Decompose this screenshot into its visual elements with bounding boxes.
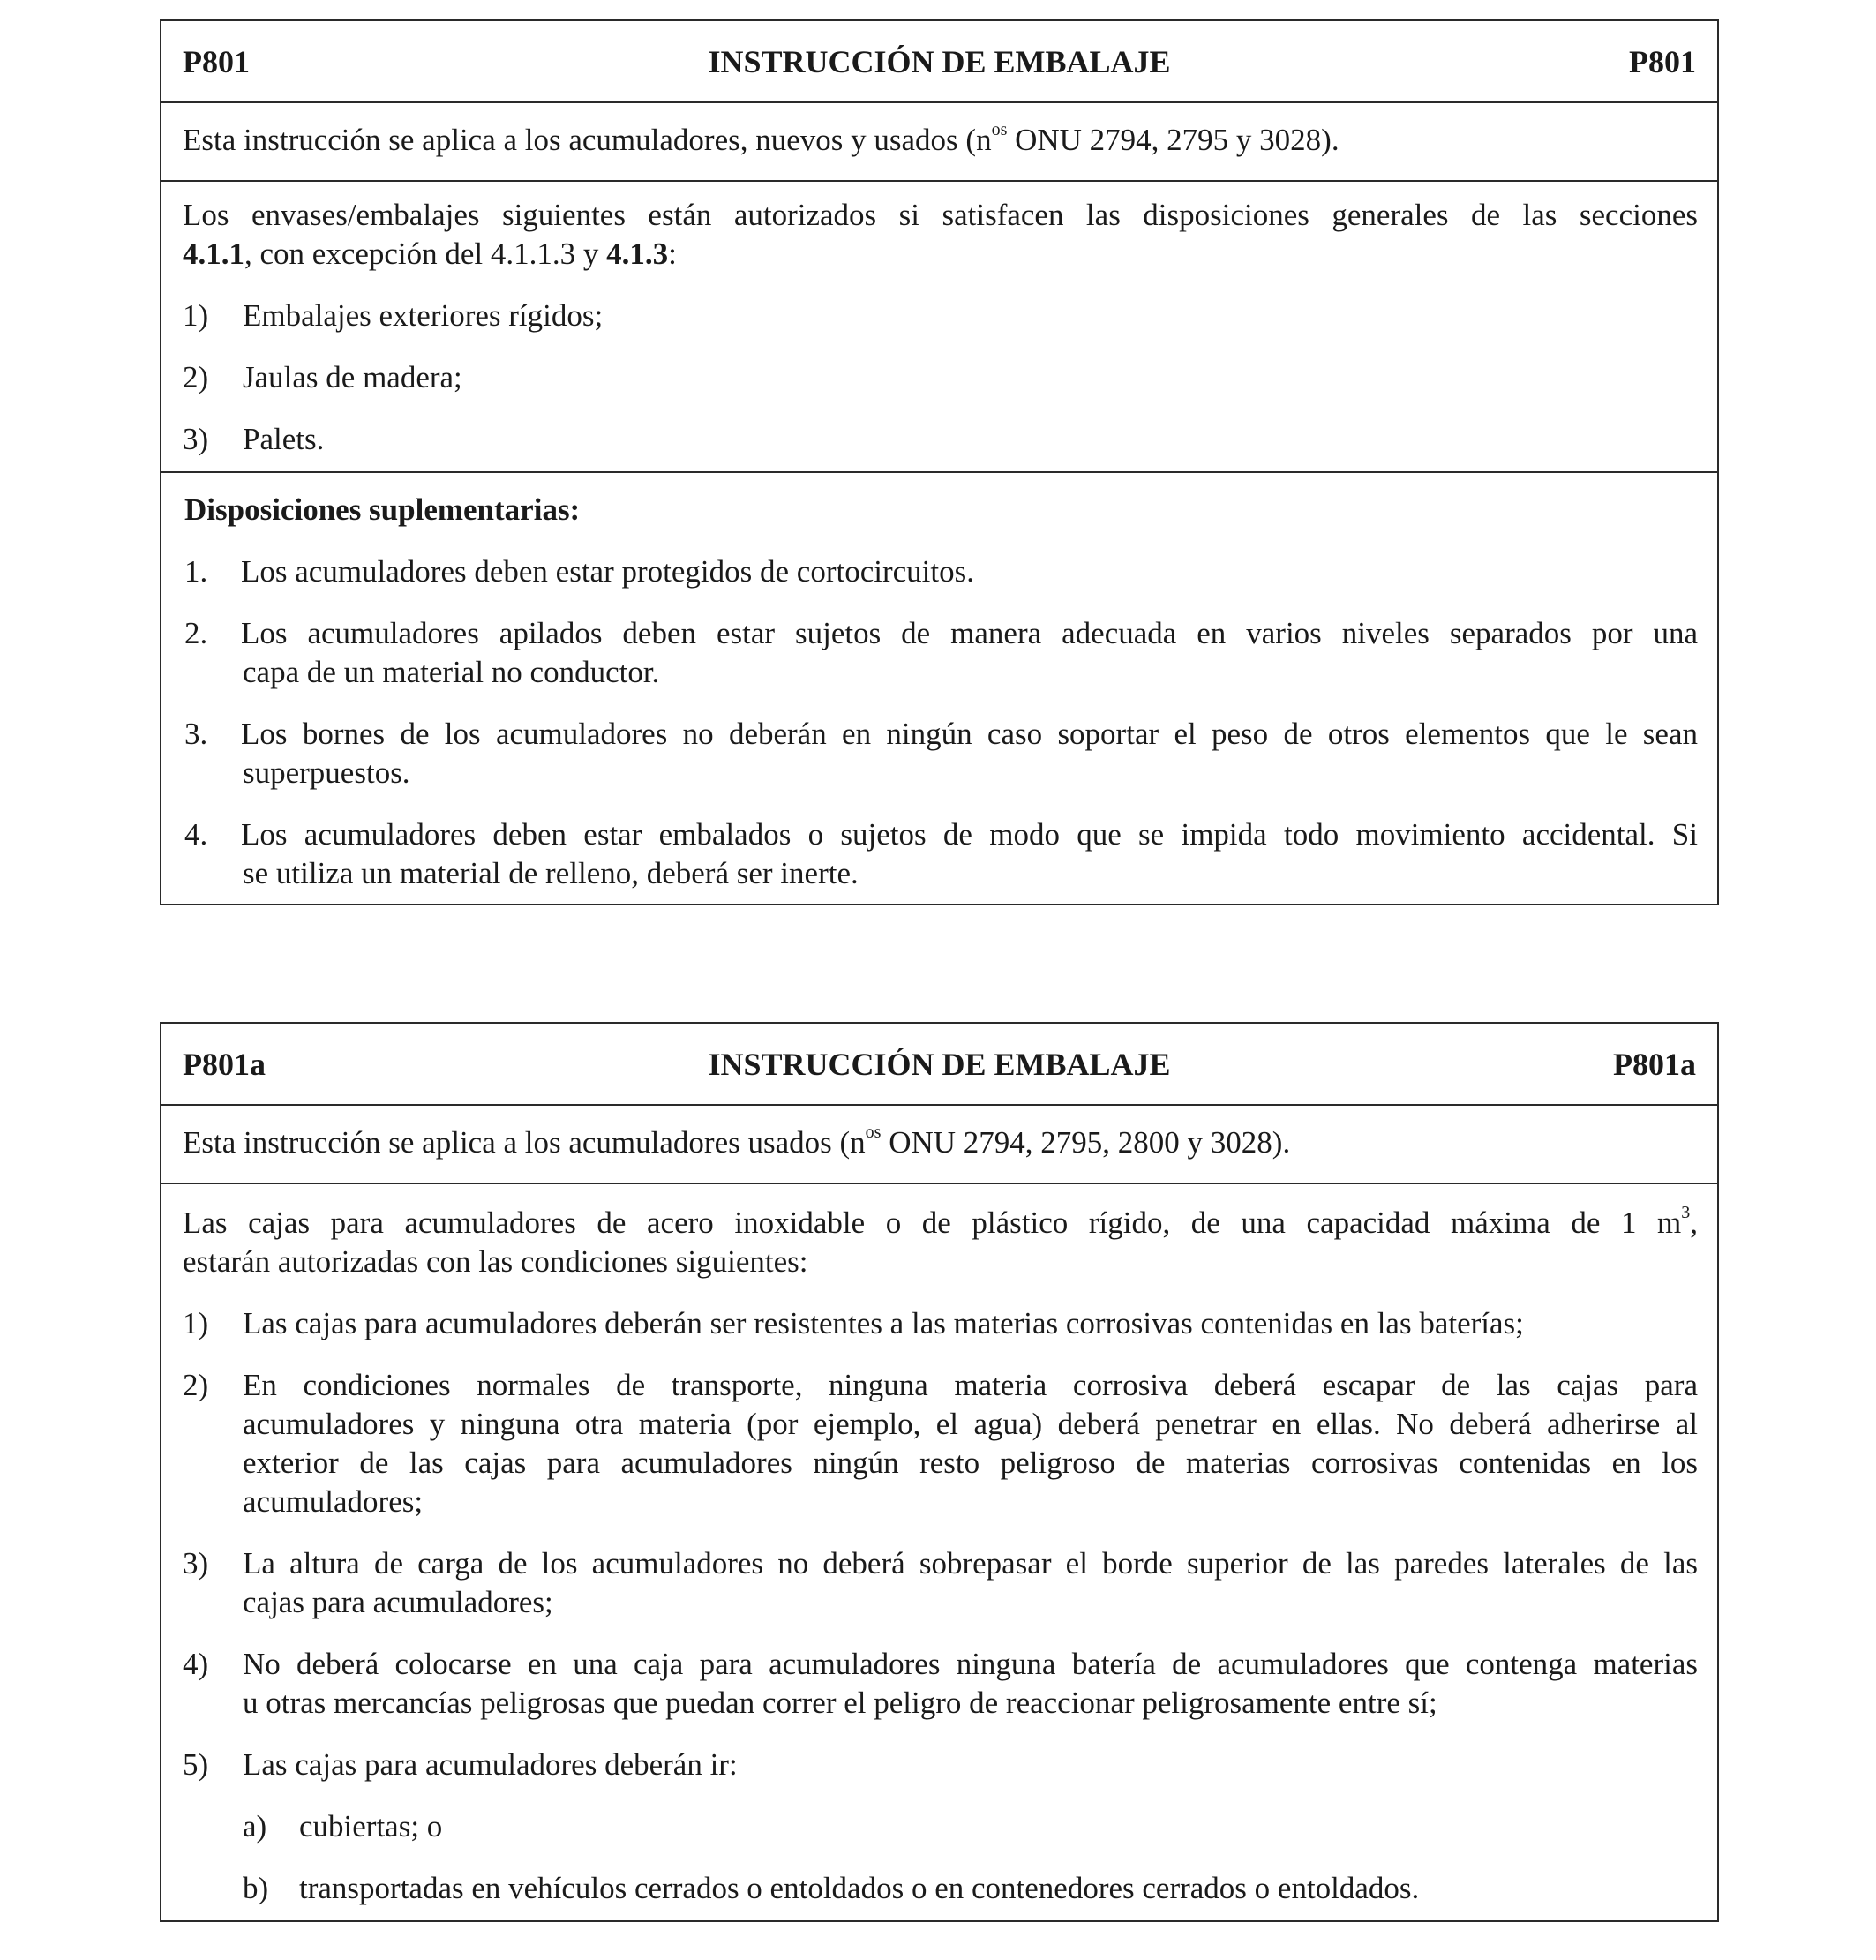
p801a-condition-text: exterior de las cajas para acumuladores ningún resto peligroso de materias corrosivas contenidas en los: [243, 1446, 1698, 1480]
p801a-condition-text: cajas para acumuladores;: [243, 1585, 553, 1619]
p801a-condition-text: acumuladores;: [243, 1484, 424, 1519]
packing-instruction-p801a: [160, 1022, 1719, 1922]
p801-packagings-row: [161, 180, 1717, 471]
p801a-scope-row: [161, 1104, 1717, 1183]
p801a-code-right: P801a: [1613, 1047, 1696, 1082]
p801a-condition-text: acumuladores y ninguna otra materia (por ejemplo, el agua) deberá penetrar en ellas. No deberá adherirse al: [243, 1407, 1698, 1441]
packing-instruction-p801: [160, 19, 1719, 905]
p801-header-row: [161, 21, 1717, 101]
p801-provision-text-cont: superpuestos.: [243, 755, 410, 790]
p801a-subitem-letter: a): [243, 1809, 267, 1844]
p801-scope-row: [161, 101, 1717, 180]
p801-provision-text-cont: se utiliza un material de relleno, deberá ser inerte.: [243, 856, 859, 890]
p801a-conditions-row: [161, 1183, 1717, 1920]
p801a-condition-text: u otras mercancías peligrosas que puedan correr el peligro de reaccionar peligrosamente entre sí;: [243, 1686, 1437, 1720]
p801a-condition-number: 1): [183, 1306, 209, 1340]
p801a-condition-number: 5): [183, 1747, 209, 1782]
p801-intro-line2: 4.1.1, con excepción del 4.1.1.3 y 4.1.3:: [183, 237, 677, 271]
p801-item-text: Embalajes exteriores rígidos;: [243, 298, 604, 333]
p801-provision-text: Los bornes de los acumuladores no deberán en ningún caso soportar el peso de otros elementos que le sean: [241, 717, 1698, 751]
p801a-condition-number: 3): [183, 1546, 209, 1581]
p801a-intro-line1: Las cajas para acumuladores de acero inoxidable o de plástico rígido, de una capacidad máxima de 1 $m^3$,: [183, 1203, 1698, 1240]
p801-code-left: P801: [183, 44, 250, 79]
p801-provision-text: Los acumuladores deben estar embalados o sujetos de modo que se impida todo movimiento accidental. Si: [241, 817, 1698, 852]
p801a-condition-number: 2): [183, 1368, 209, 1402]
p801a-title: INSTRUCCIÓN DE EMBALAJE: [708, 1047, 1171, 1082]
p801a-intro-line2: estarán autorizadas con las condiciones siguientes:: [183, 1244, 808, 1279]
p801a-code-left: P801a: [183, 1047, 266, 1082]
p801-supplementary-row: [161, 471, 1717, 904]
p801a-condition-text: Las cajas para acumuladores deberán ir:: [243, 1747, 738, 1782]
p801-provision-number: 3.: [184, 717, 208, 751]
p801-item-number: 2): [183, 360, 209, 394]
p801a-subitem-text: cubiertas; o: [299, 1809, 443, 1844]
p801-provision-number: 2.: [184, 616, 208, 650]
p801-provision-text-cont: capa de un material no conductor.: [243, 655, 660, 689]
p801-scope-text: Esta instrucción se aplica a los acumuladores, nuevos y usados ($n^{os}$ ONU 2794, 2795 y 3028).: [183, 120, 1339, 157]
p801-supplementary-title: Disposiciones suplementarias:: [184, 492, 581, 527]
p801a-condition-text: No deberá colocarse en una caja para acumuladores ninguna batería de acumuladores que contenga materias: [243, 1647, 1698, 1681]
p801-item-number: 1): [183, 298, 209, 333]
p801a-condition-text: En condiciones normales de transporte, ninguna materia corrosiva deberá escapar de las cajas para: [243, 1368, 1698, 1402]
p801-item-text: Palets.: [243, 422, 325, 456]
p801-item-text: Jaulas de madera;: [243, 360, 462, 394]
p801-provision-number: 4.: [184, 817, 208, 852]
p801-item-number: 3): [183, 422, 209, 456]
p801a-subitem-letter: b): [243, 1871, 269, 1905]
p801a-header-row: [161, 1024, 1717, 1104]
p801-provision-text: Los acumuladores apilados deben estar sujetos de manera adecuada en varios niveles separados por una: [241, 616, 1698, 650]
p801a-condition-text: Las cajas para acumuladores deberán ser resistentes a las materias corrosivas contenidas en las baterías;: [243, 1306, 1524, 1340]
p801-provision-number: 1.: [184, 554, 208, 589]
p801-code-right: P801: [1629, 44, 1696, 79]
p801-provision-text: Los acumuladores deben estar protegidos de cortocircuitos.: [241, 554, 974, 589]
p801a-subitem-text: transportadas en vehículos cerrados o entoldados o en contenedores cerrados o entoldados.: [299, 1871, 1420, 1905]
p801-title: INSTRUCCIÓN DE EMBALAJE: [708, 44, 1171, 79]
p801a-scope-text: Esta instrucción se aplica a los acumuladores usados ($n^{os}$ ONU 2794, 2795, 2800 y 3028).: [183, 1123, 1291, 1160]
p801-intro-line1: Los envases/embalajes siguientes están autorizados si satisfacen las disposiciones generales de las secciones: [183, 198, 1698, 232]
p801a-condition-text: La altura de carga de los acumuladores no deberá sobrepasar el borde superior de las paredes laterales de las: [243, 1546, 1698, 1581]
p801a-condition-number: 4): [183, 1647, 209, 1681]
